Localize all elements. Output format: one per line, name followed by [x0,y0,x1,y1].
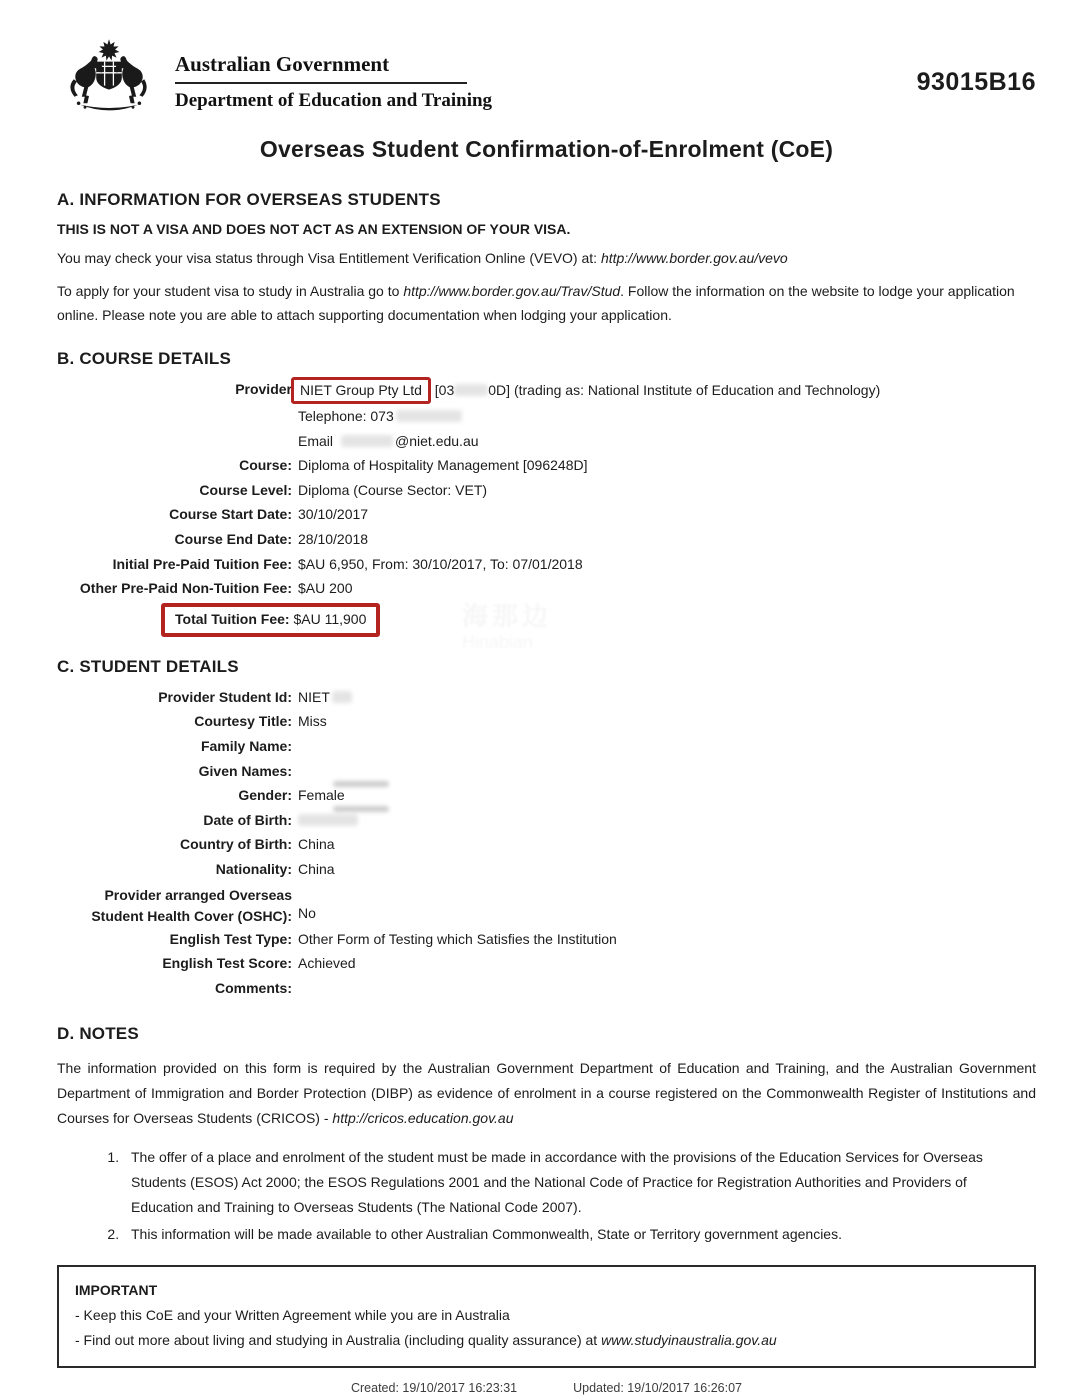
government-wordmark [175,36,492,112]
provider-name-highlight [291,377,431,404]
vevo-text: You may check your visa status through Visa Entitlement Verification Online (VEVO) at: [57,250,601,266]
provider-student-id-row [57,685,1036,710]
field-value [292,976,1036,1001]
section-d [57,1024,1036,1247]
telephone-row [57,404,1036,429]
field-value: China [298,836,335,853]
apply-text-pre: To apply for your student visa to study in Australia go to [57,283,404,299]
courtesy-title-row [57,709,1036,734]
department-name: Department of Education and Training [175,90,493,111]
oshc-label-line2: Student Health Cover (OSHC): [91,907,292,924]
section-b [57,349,1036,637]
field-value: Miss [298,713,327,730]
field-label: Total Tuition Fee: [175,610,290,627]
oshc-label-line1: Provider arranged Overseas [104,886,292,903]
document-number: 93015B16 [916,68,1036,96]
section-c [57,657,1036,1001]
date-of-birth-row [57,808,1036,833]
field-label: Family Name: [200,737,292,754]
field-value: Achieved [298,955,356,972]
created-timestamp: Created: 19/10/2017 16:23:31 [350,1381,518,1395]
apply-paragraph [57,279,1036,327]
document-footer [57,1381,1036,1395]
section-d-heading: D. NOTES [57,1024,139,1044]
field-value [292,808,1036,833]
field-label: Country of Birth: [180,836,292,853]
field-label: English Test Score: [162,955,292,972]
field-label: Course End Date: [174,530,292,547]
apply-url: http://www.border.gov.au/Trav/Stud [403,283,621,299]
page-title: Overseas Student Confirmation-of-Enrolment (CoE) [259,136,834,162]
wordmark-divider [175,82,467,84]
provider-name: NIET Group Pty Ltd [300,382,422,398]
provider-code-prefix: [03 [434,382,455,398]
redaction-mark [332,691,352,703]
email-row [57,429,1036,454]
given-names-row [57,759,1036,784]
provider-row [57,377,1036,404]
oshc-row [57,885,1036,927]
field-value: 30/10/2017 [298,506,369,523]
email-text-suffix: @niet.edu.au [395,432,479,449]
field-label: Other Pre-Paid Non-Tuition Fee: [79,580,292,597]
redaction-mark [396,410,462,422]
field-label: Course Level: [199,481,292,498]
field-value [292,429,1036,454]
field-label: Nationality: [215,860,292,877]
field-label: English Test Type: [169,930,292,947]
vevo-line [57,246,1036,270]
field-label: Course Start Date: [169,506,292,523]
field-label: Provider Student Id: [158,688,292,705]
field-value [292,734,1036,759]
field-label: Gender: [238,787,292,804]
field-value: Female [298,787,345,804]
important-line-2-text: - Find out more about living and studying in Australia (including quality assurance) at [75,1332,602,1349]
agency-name: Australian Government [175,52,390,76]
redaction-mark [454,384,488,396]
email-text-prefix: Email [298,432,334,449]
field-value: Diploma of Hospitality Management [096248D] [298,457,588,474]
field-value [292,759,1036,784]
field-value [292,377,1036,404]
country-of-birth-row [57,832,1036,857]
australian-coat-of-arms-icon [57,36,161,116]
important-line-1: - Keep this CoE and your Written Agreement while you are in Australia [75,1307,510,1324]
section-a-heading: A. INFORMATION FOR OVERSEAS STUDENTS [57,190,441,209]
field-value: No [298,904,316,921]
field-value: Other Form of Testing which Satisfies the Institution [298,930,617,947]
updated-timestamp: Updated: 19/10/2017 16:26:07 [573,1381,742,1395]
telephone-text: Telephone: 073 [298,408,394,424]
apply-text-post: . Follow the information on the website to lodge your application online. Please note you are able to attach supporting documentation when lodging your application. [57,283,1015,323]
total-tuition-fee-highlight [161,603,380,637]
field-label: Course: [239,457,292,474]
provider-code-suffix: 0D] (trading as: National Institute of Education and Technology) [488,382,881,398]
field-value: $AU 200 [298,580,353,597]
document-header [57,36,1036,116]
field-label: Given Names: [198,762,292,779]
important-heading: IMPORTANT [75,1282,158,1299]
english-test-score-row [57,951,1036,976]
field-value: Diploma (Course Sector: VET) [298,481,488,498]
redaction-mark [341,435,393,447]
section-c-heading: C. STUDENT DETAILS [57,656,239,676]
course-start-date-row [57,502,1036,527]
other-prepaid-non-tuition-fee-row [57,576,1036,601]
course-level-row [57,478,1036,503]
total-tuition-fee-row [57,603,1036,637]
field-value: China [298,860,335,877]
field-value: $AU 6,950, From: 30/10/2017, To: 07/01/2018 [298,555,583,572]
course-end-date-row [57,527,1036,552]
field-value [292,404,1036,429]
notes-paragraph [57,1056,1036,1131]
field-label: Comments: [214,979,292,996]
nationality-row [57,857,1036,882]
field-value [292,685,1036,710]
not-a-visa-warning: THIS IS NOT A VISA AND DOES NOT ACT AS AN EXTENSION OF YOUR VISA. [57,221,571,237]
notes-list [123,1145,1036,1247]
important-line-2 [75,1328,1018,1353]
field-value: $AU 11,900 [293,610,367,627]
cricos-url: http://cricos.education.gov.au [332,1110,514,1127]
important-box [57,1265,1036,1368]
gender-row [57,783,1036,808]
note-item: 1. The offer of a place and enrolment of the student must be made in accordance with the provisions of the Education Services for Overseas Students (ESOS) Act 2000; the ESOS Regulations 2001 and the National Code of Practice for Registration Authorities and Providers of Education and Training to Overseas Students (The National Code 2007). [123,1145,1028,1220]
field-label: Initial Pre-Paid Tuition Fee: [112,555,292,572]
notes-text: The information provided on this form is required by the Australian Government Department of Education and Training, and the Australian Government Department of Immigration and Border Protection (DIBP) as evidence of enrolment in a course registered on the Commonwealth Register of Institutions and Courses for Overseas Students (CRICOS) - [57,1060,1036,1127]
student-id-text: NIET [298,688,330,705]
field-label [57,885,292,927]
initial-prepaid-tuition-fee-row [57,552,1036,577]
english-test-type-row [57,927,1036,952]
field-label: Courtesy Title: [194,713,292,730]
comments-row [57,976,1036,1001]
field-label: Provider [235,381,292,397]
field-label: Date of Birth: [203,811,292,828]
study-in-australia-url: www.studyinaustralia.gov.au [601,1332,777,1349]
vevo-url: http://www.border.gov.au/vevo [600,250,788,266]
redaction-mark [298,814,358,826]
course-row [57,453,1036,478]
section-b-heading: B. COURSE DETAILS [57,349,232,368]
family-name-row [57,734,1036,759]
section-a [57,190,1036,327]
note-item: 2. This information will be made available to other Australian Commonwealth, State or Territory government agencies. [123,1222,1028,1247]
field-value: 28/10/2018 [298,530,369,547]
